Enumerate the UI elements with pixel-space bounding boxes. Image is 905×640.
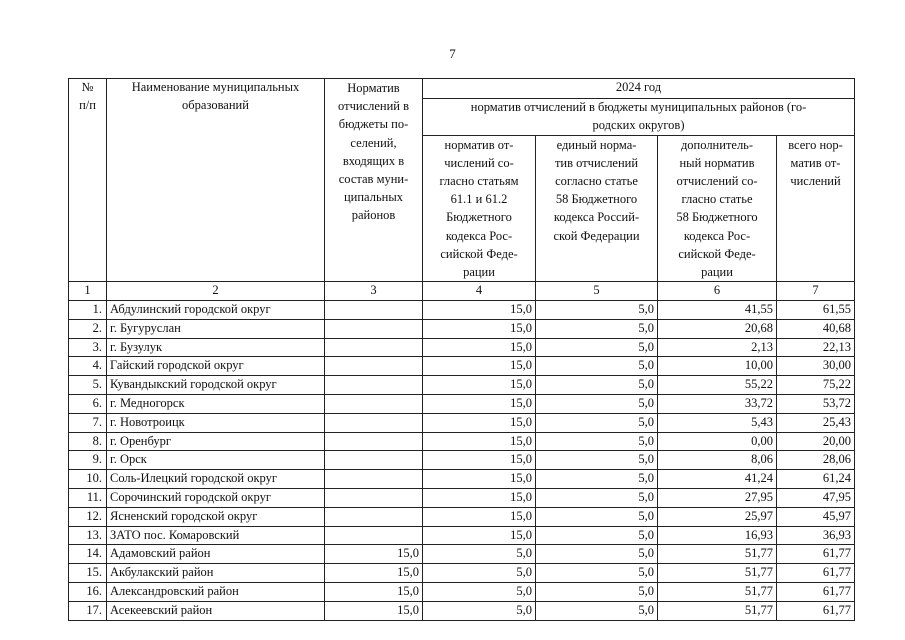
table-row [69,488,855,507]
total-norm: 61,77 [777,582,855,601]
total-norm: 61,77 [777,564,855,583]
unified-norm-58: 5,0 [536,451,658,470]
total-norm: 22,13 [777,338,855,357]
table-row [69,470,855,489]
total-norm: 75,22 [777,376,855,395]
unified-norm-58: 5,0 [536,357,658,376]
total-norm: 61,24 [777,470,855,489]
norm-61: 15,0 [423,507,536,526]
row-number: 13. [69,526,107,545]
total-norm: 36,93 [777,526,855,545]
header-sub-7: всего нор- матив от- числений [777,135,855,282]
header-year: 2024 год [423,79,855,99]
municipality-name: г. Новотроицк [107,413,325,432]
municipality-name: ЗАТО пос. Комаровский [107,526,325,545]
additional-norm-58: 0,00 [658,432,777,451]
norm-61: 15,0 [423,395,536,414]
row-number: 15. [69,564,107,583]
municipality-name: Адамовский район [107,545,325,564]
table-row [69,376,855,395]
total-norm: 45,97 [777,507,855,526]
unified-norm-58: 5,0 [536,432,658,451]
total-norm: 61,77 [777,601,855,620]
norm-61: 5,0 [423,601,536,620]
norm-61: 15,0 [423,526,536,545]
norm-61: 5,0 [423,582,536,601]
unified-norm-58: 5,0 [536,376,658,395]
settlements-norm: 15,0 [325,545,423,564]
settlements-norm [325,376,423,395]
unified-norm-58: 5,0 [536,507,658,526]
table-row [69,301,855,320]
table-row [69,526,855,545]
municipality-name: Кувандыкский городской округ [107,376,325,395]
row-number: 6. [69,395,107,414]
total-norm: 25,43 [777,413,855,432]
norm-61: 15,0 [423,470,536,489]
additional-norm-58: 51,77 [658,582,777,601]
settlements-norm [325,526,423,545]
table-row [69,395,855,414]
unified-norm-58: 5,0 [536,395,658,414]
norm-61: 15,0 [423,376,536,395]
norm-61: 15,0 [423,488,536,507]
header-sub-6: дополнитель- ный норматив отчислений со- гласно статье 58 Бюджетного кодекса Рос- сийской Феде- рации [658,135,777,282]
total-norm: 47,95 [777,488,855,507]
municipality-name: г. Оренбург [107,432,325,451]
additional-norm-58: 20,68 [658,319,777,338]
total-norm: 20,00 [777,432,855,451]
column-number: 2 [107,282,325,301]
settlements-norm [325,432,423,451]
municipality-name: Сорочинский городской округ [107,488,325,507]
municipality-name: г. Медногорск [107,395,325,414]
total-norm: 28,06 [777,451,855,470]
settlements-norm: 15,0 [325,601,423,620]
column-number-row [69,282,855,301]
table-row [69,507,855,526]
table-row [69,582,855,601]
additional-norm-58: 41,24 [658,470,777,489]
column-number: 5 [536,282,658,301]
additional-norm-58: 33,72 [658,395,777,414]
settlements-norm [325,451,423,470]
total-norm: 61,55 [777,301,855,320]
additional-norm-58: 55,22 [658,376,777,395]
municipality-name: Соль-Илецкий городской округ [107,470,325,489]
norm-61: 5,0 [423,545,536,564]
header-col-settlements: Норматив отчислений в бюджеты по- селений, входящих в состав муни- ципальных районов [325,79,423,282]
budget-norms-table [68,78,855,621]
column-number: 3 [325,282,423,301]
additional-norm-58: 41,55 [658,301,777,320]
table-row [69,413,855,432]
municipality-name: г. Бузулук [107,338,325,357]
header-group: норматив отчислений в бюджеты муниципальных районов (го- родских округов) [423,99,855,136]
additional-norm-58: 51,77 [658,545,777,564]
settlements-norm: 15,0 [325,582,423,601]
header-col-name: Наименование муниципальных образований [107,79,325,282]
settlements-norm [325,470,423,489]
additional-norm-58: 27,95 [658,488,777,507]
additional-norm-58: 16,93 [658,526,777,545]
settlements-norm [325,395,423,414]
header-sub-4: норматив от- числений со- гласно статьям 61.1 и 61.2 Бюджетного кодекса Рос- сийской Феде- рации [423,135,536,282]
norm-61: 15,0 [423,338,536,357]
row-number: 1. [69,301,107,320]
column-number: 4 [423,282,536,301]
municipality-name: Гайский городской округ [107,357,325,376]
table-row [69,357,855,376]
header-col-no: № п/п [69,79,107,282]
unified-norm-58: 5,0 [536,582,658,601]
table-row [69,545,855,564]
settlements-norm [325,301,423,320]
unified-norm-58: 5,0 [536,564,658,583]
settlements-norm [325,338,423,357]
row-number: 17. [69,601,107,620]
additional-norm-58: 51,77 [658,564,777,583]
table-row [69,319,855,338]
settlements-norm [325,357,423,376]
table-body [69,301,855,621]
municipality-name: г. Бугуруслан [107,319,325,338]
settlements-norm: 15,0 [325,564,423,583]
settlements-norm [325,488,423,507]
unified-norm-58: 5,0 [536,301,658,320]
unified-norm-58: 5,0 [536,601,658,620]
additional-norm-58: 8,06 [658,451,777,470]
unified-norm-58: 5,0 [536,545,658,564]
additional-norm-58: 2,13 [658,338,777,357]
municipality-name: г. Орск [107,451,325,470]
municipality-name: Асекеевский район [107,601,325,620]
table-header [69,79,855,282]
norm-61: 15,0 [423,319,536,338]
unified-norm-58: 5,0 [536,526,658,545]
column-number: 1 [69,282,107,301]
additional-norm-58: 25,97 [658,507,777,526]
table-row [69,601,855,620]
row-number: 12. [69,507,107,526]
norm-61: 5,0 [423,564,536,583]
row-number: 7. [69,413,107,432]
column-number: 7 [777,282,855,301]
unified-norm-58: 5,0 [536,319,658,338]
total-norm: 40,68 [777,319,855,338]
table-row [69,451,855,470]
additional-norm-58: 51,77 [658,601,777,620]
additional-norm-58: 5,43 [658,413,777,432]
row-number: 9. [69,451,107,470]
row-number: 14. [69,545,107,564]
unified-norm-58: 5,0 [536,338,658,357]
row-number: 8. [69,432,107,451]
column-number: 6 [658,282,777,301]
total-norm: 30,00 [777,357,855,376]
row-number: 11. [69,488,107,507]
table-row [69,338,855,357]
row-number: 2. [69,319,107,338]
settlements-norm [325,413,423,432]
municipality-name: Ясненский городской округ [107,507,325,526]
municipality-name: Акбулакский район [107,564,325,583]
row-number: 10. [69,470,107,489]
norm-61: 15,0 [423,301,536,320]
settlements-norm [325,507,423,526]
additional-norm-58: 10,00 [658,357,777,376]
municipality-name: Александровский район [107,582,325,601]
norm-61: 15,0 [423,432,536,451]
norm-61: 15,0 [423,357,536,376]
total-norm: 61,77 [777,545,855,564]
unified-norm-58: 5,0 [536,413,658,432]
table-row [69,564,855,583]
header-sub-5: единый норма- тив отчислений согласно статье 58 Бюджетного кодекса Россий- ской Федерации [536,135,658,282]
row-number: 4. [69,357,107,376]
row-number: 5. [69,376,107,395]
row-number: 16. [69,582,107,601]
unified-norm-58: 5,0 [536,470,658,489]
page-number: 7 [449,46,456,61]
municipality-name: Абдулинский городской округ [107,301,325,320]
norm-61: 15,0 [423,413,536,432]
unified-norm-58: 5,0 [536,488,658,507]
settlements-norm [325,319,423,338]
norm-61: 15,0 [423,451,536,470]
table-row [69,432,855,451]
row-number: 3. [69,338,107,357]
total-norm: 53,72 [777,395,855,414]
